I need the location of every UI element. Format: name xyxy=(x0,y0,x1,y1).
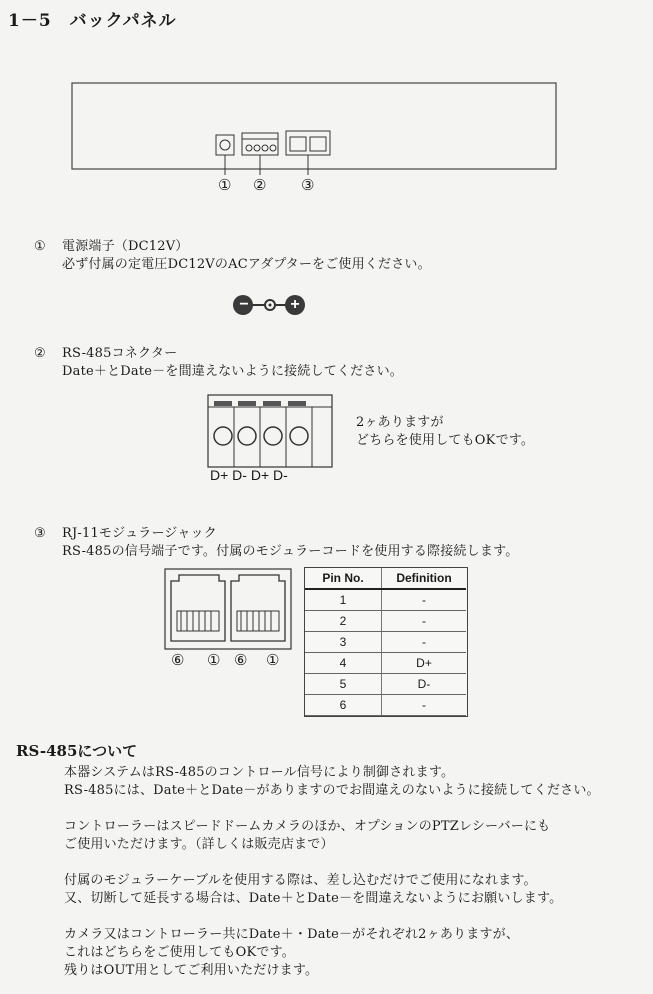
jack-label-right-1: ① xyxy=(266,651,280,669)
table-header-row xyxy=(305,568,466,589)
pin-cell: 4 xyxy=(305,653,382,674)
about-line-5: 付属のモジュラーケーブルを使用する際は、差し込むだけでご使用になれます。 xyxy=(64,873,537,888)
rs485-terminal-block xyxy=(206,393,338,473)
back-panel-diagram xyxy=(60,75,570,205)
callout-2: ② xyxy=(253,176,267,194)
rj11-jacks-icon xyxy=(286,131,330,155)
item2-body: Date＋とDate－を間違えないように接続してください。 xyxy=(62,364,403,379)
column-header-pin: Pin No. xyxy=(305,568,382,589)
about-line-9: 残りはOUT用としてご利用いただけます。 xyxy=(64,963,319,978)
table-row xyxy=(305,674,466,695)
jack-label-left-1: ① xyxy=(207,651,221,669)
item1-number: ① xyxy=(34,239,46,254)
table-row xyxy=(305,653,466,674)
rs485-note-line2: どちらを使用してもOKです。 xyxy=(356,433,535,448)
item3-body: RS-485の信号端子です。付属のモジュラーコードを使用する際接続します。 xyxy=(62,544,519,559)
rj11-jack-left xyxy=(171,575,225,641)
terminal-labels: D+ D- D+ D- xyxy=(210,467,288,483)
item3-heading: RJ-11モジュラージャック xyxy=(62,526,217,541)
table-row xyxy=(305,695,466,716)
item2-heading: RS-485コネクター xyxy=(62,346,178,361)
callout-3: ③ xyxy=(301,176,315,194)
definition-cell: D- xyxy=(382,674,467,695)
pin-cell: 2 xyxy=(305,611,382,632)
definition-cell: - xyxy=(382,589,467,611)
table-row xyxy=(305,589,466,611)
definition-cell: - xyxy=(382,695,467,716)
item1-heading: 電源端子（DC12V） xyxy=(62,239,189,254)
about-line-8: これはどちらをご使用してもOKです。 xyxy=(64,945,295,960)
column-header-definition: Definition xyxy=(382,568,467,589)
item2-number: ② xyxy=(34,346,46,361)
polarity-positive-label: + xyxy=(290,296,300,313)
page-title: 1－5 バックパネル xyxy=(8,11,177,31)
pin-cell: 1 xyxy=(305,589,382,611)
power-jack-icon xyxy=(216,135,234,155)
callout-1: ① xyxy=(218,176,232,194)
definition-cell: D+ xyxy=(382,653,467,674)
pin-cell: 3 xyxy=(305,632,382,653)
about-line-1: 本器システムはRS-485のコントロール信号により制御されます。 xyxy=(64,765,455,780)
pin-cell: 5 xyxy=(305,674,382,695)
rs485-section-heading: RS-485について xyxy=(16,742,138,760)
panel-outline xyxy=(72,83,556,169)
table-row xyxy=(305,611,466,632)
about-line-7: カメラ又はコントローラー共にDate＋・Date－がそれぞれ2ヶありますが、 xyxy=(64,927,520,942)
table-row xyxy=(305,632,466,653)
definition-cell: - xyxy=(382,632,467,653)
about-line-4: ご使用いただけます。（詳しくは販売店まで） xyxy=(64,837,334,852)
rs485-connector-icon xyxy=(242,133,278,155)
rs485-note-line1: 2ヶありますが xyxy=(356,415,444,430)
pin-definition-table xyxy=(304,567,468,717)
definition-cell: - xyxy=(382,611,467,632)
jack-label-left-6: ⑥ xyxy=(171,651,185,669)
about-line-2: RS-485には、Date＋とDate－がありますのでお間違えのないように接続してください。 xyxy=(64,783,600,798)
polarity-negative-label: − xyxy=(239,296,249,313)
item1-body: 必ず付属の定電圧DC12VのACアダプターをご使用ください。 xyxy=(62,257,431,272)
pin-cell: 6 xyxy=(305,695,382,716)
item3-number: ③ xyxy=(34,526,46,541)
terminal-screws xyxy=(214,401,308,467)
about-line-6: 又、切断して延長する場合は、Date＋とDate－を間違えないようにお願いします。 xyxy=(64,891,563,906)
rj11-jack-drawing xyxy=(163,567,293,653)
about-line-3: コントローラーはスピードドームカメラのほか、オプションのPTZレシーバーにも xyxy=(64,819,551,834)
jack-label-right-6: ⑥ xyxy=(234,651,248,669)
rj11-jack-right xyxy=(231,575,285,641)
